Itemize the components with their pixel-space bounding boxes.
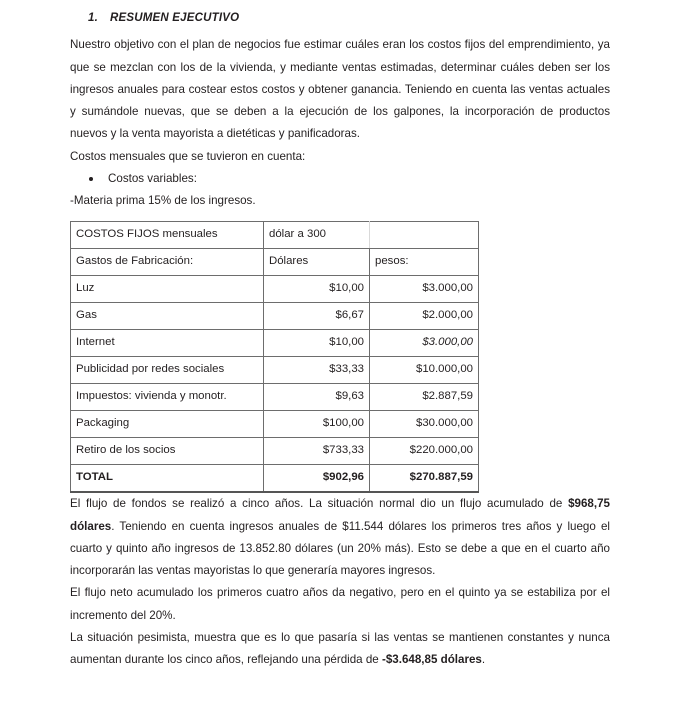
paragraph-costos-mensuales: Costos mensuales que se tuvieron en cuenta: [70, 149, 306, 163]
section-heading [70, 11, 610, 25]
table-row [71, 276, 479, 303]
flujo-fondos-text-post: . Teniendo en cuenta ingresos anuales de $11.544 dólares los primeros tres años y luego el cuarto y quinto año ingresos de 13.852.80 dólares (un 20% más). Esto se debe a que en el cuarto año incorporarán las ventas mayoristas lo que generaría mayores ingresos. [70, 519, 610, 578]
table-row [71, 303, 479, 330]
section-title: RESUMEN EJECUTIVO [110, 12, 240, 24]
table-header-exchange-rate-cell: dólar a 300 [264, 222, 370, 249]
costos-fijos-table-wrapper [70, 221, 610, 493]
table-header-row-1 [71, 222, 479, 249]
cell-concept: Packaging [71, 411, 264, 438]
bullet-dot-icon [89, 177, 93, 181]
table-row [71, 438, 479, 465]
cell-total-dolares: $902,96 [264, 465, 370, 493]
table-header-dolares-cell: Dólares [264, 249, 370, 276]
table-body [71, 222, 479, 493]
table-total-row [71, 465, 479, 493]
cell-dolares: $10,00 [264, 330, 370, 357]
cell-concept: Internet [71, 330, 264, 357]
cell-total-pesos: $270.887,59 [370, 465, 479, 493]
paragraph-intro: Nuestro objetivo con el plan de negocios fue estimar cuáles eran los costos fijos del emprendimiento, ya que se mezclan con los de la vivienda, y mediante ventas estimadas, determinar cuáles deben ser los ingresos anuales para costear estos costos y obtener ganancia. Teniendo en cuenta las ventas actuales y sumándole nuevas, que se deben a la ejecución de los galpones, la incorporación de productos nuevos y la venta mayorista a dietéticas y panificadoras. [70, 38, 610, 141]
cell-pesos: $2.887,59 [370, 384, 479, 411]
cell-pesos: $10.000,00 [370, 357, 479, 384]
cell-pesos: $3.000,00 [370, 276, 479, 303]
cell-dolares: $33,33 [264, 357, 370, 384]
pesimista-text-pre: La situación pesimista, muestra que es lo que pasaría si las ventas se mantienen constantes y nunca aumentan durante los cinco años, reflejando una pérdida de [70, 630, 610, 667]
table-row [71, 357, 479, 384]
section-number: 1. [88, 12, 98, 24]
paragraph-flujo-neto: El flujo neto acumulado los primeros cuatro años da negativo, pero en el quinto ya se estabiliza por el incremento del 20%. [70, 586, 610, 622]
cell-concept: Luz [71, 276, 264, 303]
cell-dolares: $10,00 [264, 276, 370, 303]
cell-concept: Publicidad por redes sociales [71, 357, 264, 384]
flujo-acumulado-value: $968,75 dólares [70, 497, 610, 533]
cell-dolares: $733,33 [264, 438, 370, 465]
table-header-row1-empty-cell [370, 222, 479, 249]
bullet-costos-variables-label: Costos variables: [108, 171, 197, 185]
pesimista-text-post: . [481, 653, 486, 667]
table-header-pesos-cell: pesos: [370, 249, 479, 276]
table-row [71, 384, 479, 411]
bullet-costos-variables [70, 168, 610, 190]
document-content [70, 11, 610, 671]
cell-dolares: $6,67 [264, 303, 370, 330]
cell-pesos: $2.000,00 [370, 303, 479, 330]
cell-pesos: $3.000,00 [370, 330, 479, 357]
table-row [71, 330, 479, 357]
cell-concept: Impuestos: vivienda y monotr. [71, 384, 264, 411]
flujo-fondos-text-pre: El flujo de fondos se realizó a cinco años. La situación normal dio un flujo acumulado de [70, 497, 569, 511]
table-header-title-cell: COSTOS FIJOS mensuales [71, 222, 264, 249]
cell-concept: Retiro de los socios [71, 438, 264, 465]
perdida-value: -$3.648,85 dólares [381, 653, 482, 667]
table-row [71, 411, 479, 438]
table-header-row-2 [71, 249, 479, 276]
paragraph-situacion-pesimista [70, 627, 610, 672]
cell-dolares: $100,00 [264, 411, 370, 438]
costos-fijos-table [70, 221, 479, 493]
cell-pesos: $30.000,00 [370, 411, 479, 438]
cell-total-label: TOTAL [71, 465, 264, 493]
table-header-category-cell: Gastos de Fabricación: [71, 249, 264, 276]
cell-pesos: $220.000,00 [370, 438, 479, 465]
line-materia-prima: -Materia prima 15% de los ingresos. [70, 194, 256, 208]
cell-dolares: $9,63 [264, 384, 370, 411]
cell-concept: Gas [71, 303, 264, 330]
paragraph-flujo-fondos [70, 493, 610, 582]
